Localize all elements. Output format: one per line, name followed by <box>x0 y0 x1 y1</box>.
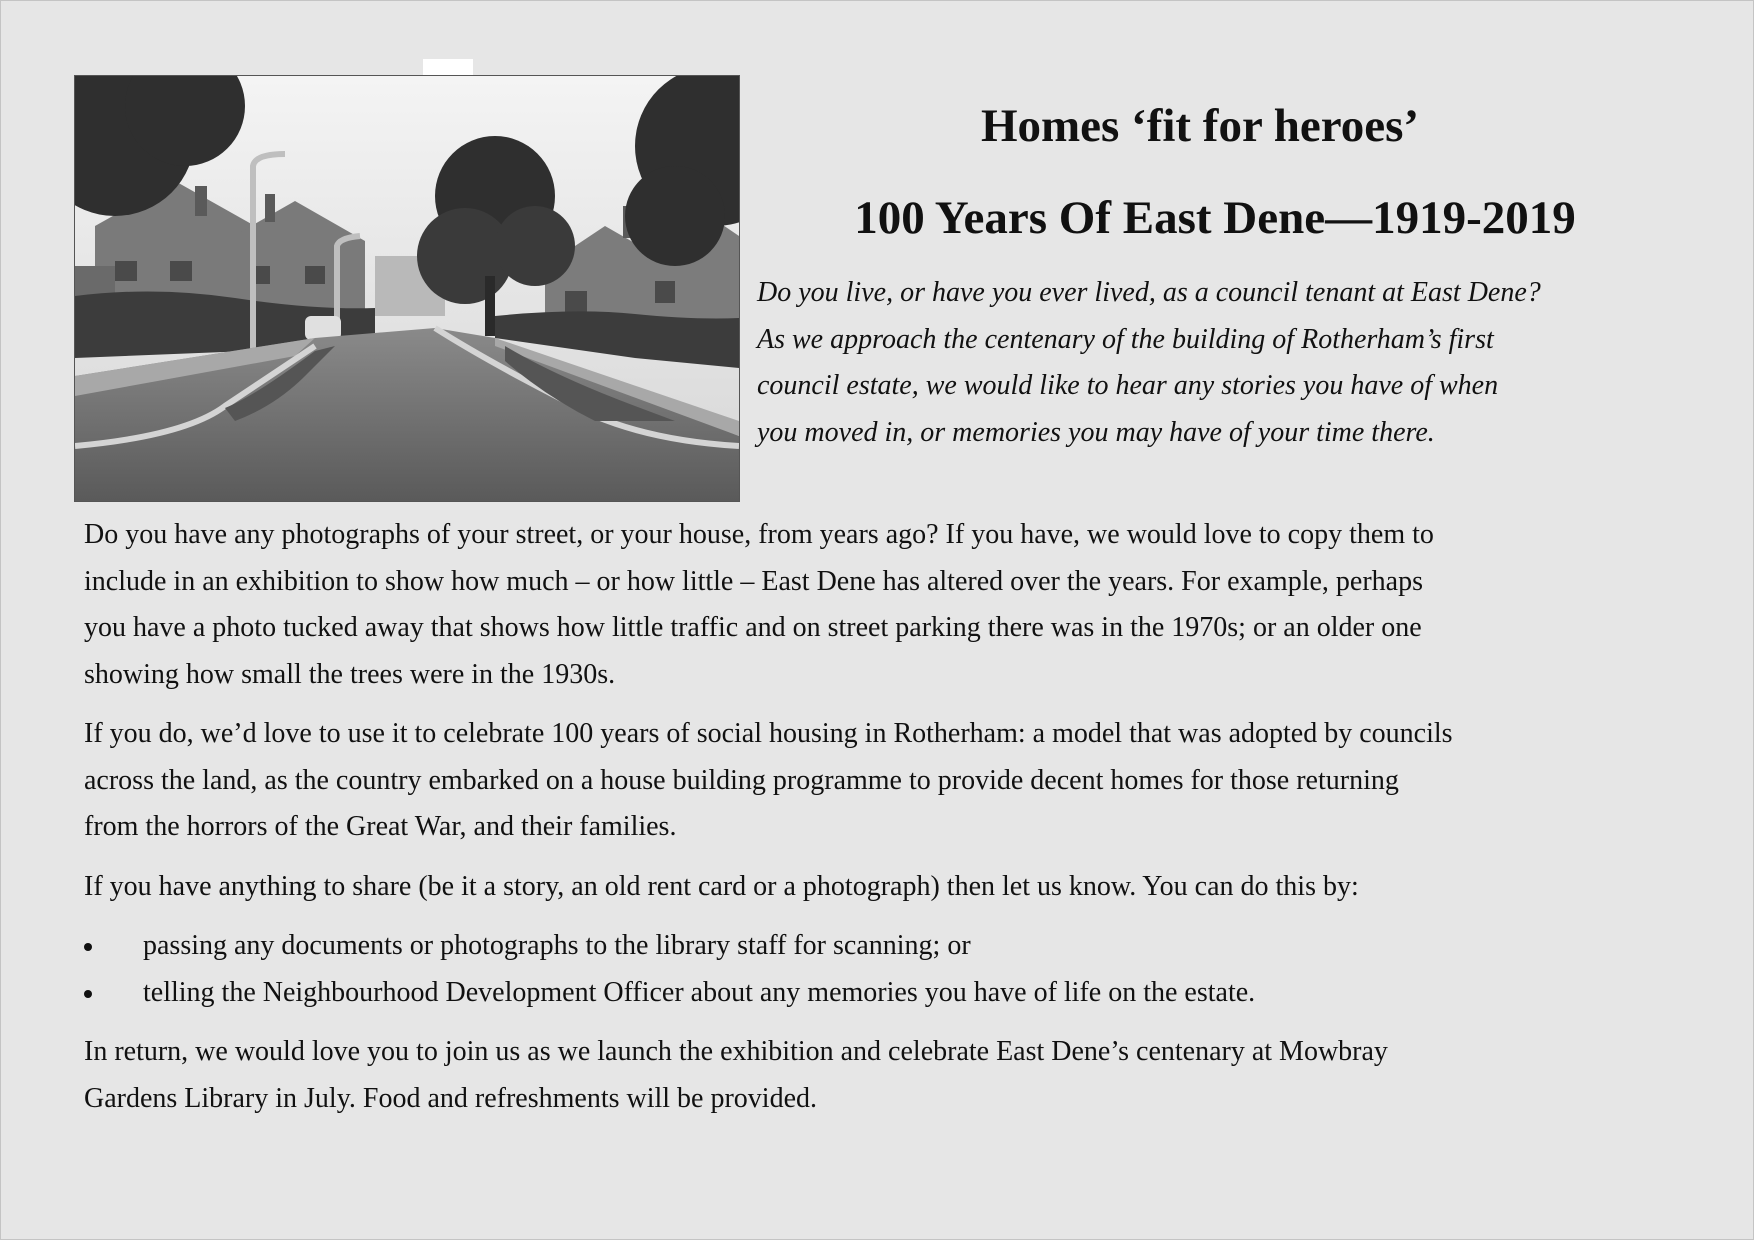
paragraph-return <box>84 1029 1684 1122</box>
body-text <box>84 512 1684 1135</box>
bullet-text: telling the Neighbourhood Development Officer about any memories you have of life on the estate. <box>143 976 1256 1008</box>
street-photo <box>74 75 740 502</box>
paragraph-line: include in an exhibition to show how much – or how little – East Dene has altered over the years. For example, perhaps <box>84 565 1423 597</box>
bullet-list <box>84 923 1684 1016</box>
page-subtitle: 100 Years Of East Dene—1919-2019 <box>854 192 1576 244</box>
paper-tab-mark <box>423 59 473 76</box>
intro-line: As we approach the centenary of the building of Rotherham’s first <box>757 323 1494 355</box>
paragraph-line: showing how small the trees were in the 1930s. <box>84 658 616 690</box>
paragraph-line: Do you have any photographs of your street, or your house, from years ago? If you have, we would love to copy them to <box>84 519 1434 550</box>
paragraph-line: you have a photo tucked away that shows how little traffic and on street parking there was in the 1970s; or an older one <box>84 612 1422 643</box>
intro-line: council estate, we would like to hear any stories you have of when <box>757 370 1499 401</box>
paragraph-line: from the horrors of the Great War, and their families. <box>84 811 677 842</box>
bullet-item <box>84 970 1684 1017</box>
intro-text <box>757 270 1677 456</box>
paragraph-share: If you have anything to share (be it a story, an old rent card or a photograph) then let us know. You can do this by: <box>84 870 1359 902</box>
paragraph-line: across the land, as the country embarked on a house building programme to provide decent homes for those returning <box>84 764 1399 796</box>
paragraph-photographs <box>84 512 1684 698</box>
page-title: Homes ‘fit for heroes’ <box>980 100 1420 152</box>
bullet-icon <box>84 943 92 951</box>
bullet-icon <box>84 990 92 998</box>
bullet-item <box>84 923 1684 970</box>
paragraph-celebrate <box>84 711 1684 851</box>
paragraph-line: In return, we would love you to join us as we launch the exhibition and celebrate East Dene’s centenary at Mowbray <box>84 1036 1388 1067</box>
intro-line: you moved in, or memories you may have of your time there. <box>757 416 1435 448</box>
paragraph-line: Gardens Library in July. Food and refreshments will be provided. <box>84 1082 818 1114</box>
intro-line: Do you live, or have you ever lived, as a council tenant at East Dene? <box>757 277 1541 308</box>
bullet-text: passing any documents or photographs to the library staff for scanning; or <box>143 930 971 961</box>
paragraph-line: If you do, we’d love to use it to celebrate 100 years of social housing in Rotherham: a model that was adopted by councils <box>84 718 1453 749</box>
